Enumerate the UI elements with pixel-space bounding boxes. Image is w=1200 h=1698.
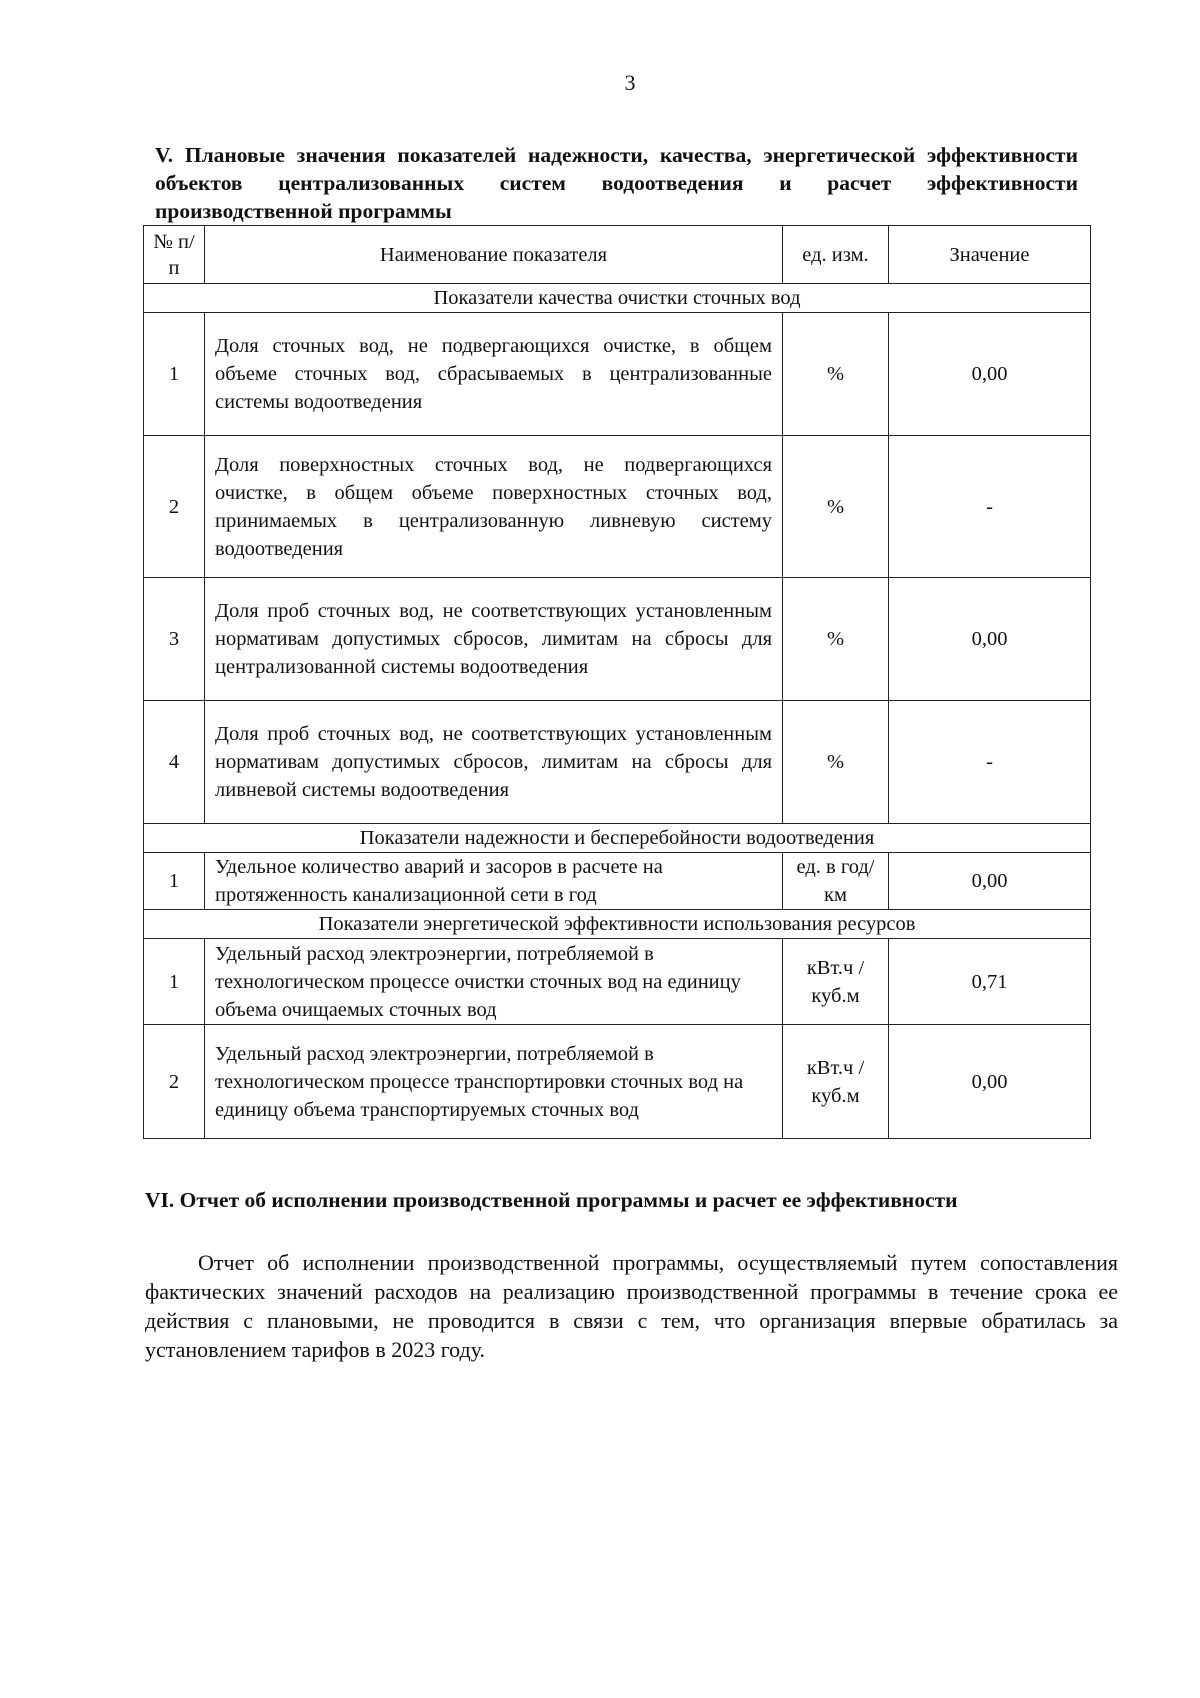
row-unit: кВт.ч / куб.м bbox=[783, 1025, 889, 1139]
table-row bbox=[144, 436, 1091, 578]
table-row bbox=[144, 853, 1091, 910]
table-row bbox=[144, 578, 1091, 701]
table-row bbox=[144, 1025, 1091, 1139]
group-row-reliability bbox=[144, 824, 1091, 853]
header-num: № п/п bbox=[144, 226, 205, 284]
row-num: 2 bbox=[144, 1025, 205, 1139]
row-name: Доля проб сточных вод, не соответствующих установленным нормативам допустимых сбросов, лимитам на сбросы для ливневой системы водоотведения bbox=[205, 701, 783, 824]
row-num: 3 bbox=[144, 578, 205, 701]
row-num: 2 bbox=[144, 436, 205, 578]
row-num: 1 bbox=[144, 939, 205, 1025]
row-value: 0,00 bbox=[889, 313, 1091, 436]
row-value: 0,00 bbox=[889, 1025, 1091, 1139]
row-name: Удельное количество аварий и засоров в расчете на протяженность канализационной сети в год bbox=[205, 853, 783, 910]
group-title: Показатели энергетической эффективности использования ресурсов bbox=[144, 910, 1091, 939]
group-title: Показатели качества очистки сточных вод bbox=[144, 284, 1091, 313]
row-unit: ед. в год/ км bbox=[783, 853, 889, 910]
row-unit: % bbox=[783, 578, 889, 701]
row-name: Доля проб сточных вод, не соответствующих установленным нормативам допустимых сбросов, лимитам на сбросы для централизованной системы водоотведения bbox=[205, 578, 783, 701]
row-unit: % bbox=[783, 701, 889, 824]
row-name: Доля поверхностных сточных вод, не подвергающихся очистке, в общем объеме поверхностных сточных вод, принимаемых в централизованную ливневую систему водоотведения bbox=[205, 436, 783, 578]
header-name: Наименование показателя bbox=[205, 226, 783, 284]
row-unit: кВт.ч / куб.м bbox=[783, 939, 889, 1025]
row-unit: % bbox=[783, 436, 889, 578]
group-row-quality bbox=[144, 284, 1091, 313]
row-value: - bbox=[889, 436, 1091, 578]
section-6-body: Отчет об исполнении производственной программы, осуществляемый путем сопоставления фактических значений расходов на реализацию производственной программы в течение срока ее действия с плановыми, не проводится в связи с тем, что организация впервые обратилась за установлением тарифов в 2023 году. bbox=[145, 1250, 1118, 1362]
row-value: 0,00 bbox=[889, 578, 1091, 701]
header-value: Значение bbox=[889, 226, 1091, 284]
row-value: - bbox=[889, 701, 1091, 824]
page-number: 3 bbox=[624, 70, 636, 95]
section-6-title: VI. Отчет об исполнении производственной программы и расчет ее эффективности bbox=[145, 1188, 958, 1212]
header-unit: ед. изм. bbox=[783, 226, 889, 284]
row-value: 0,00 bbox=[889, 853, 1091, 910]
row-name: Удельный расход электроэнергии, потребляемой в технологическом процессе очистки сточных вод на единицу объема очищаемых сточных вод bbox=[205, 939, 783, 1025]
table-row bbox=[144, 939, 1091, 1025]
table-header-row bbox=[144, 226, 1091, 284]
row-num: 1 bbox=[144, 313, 205, 436]
table-row bbox=[144, 701, 1091, 824]
row-value: 0,71 bbox=[889, 939, 1091, 1025]
row-num: 4 bbox=[144, 701, 205, 824]
indicators-table bbox=[143, 225, 1091, 1139]
row-name: Доля сточных вод, не подвергающихся очистке, в общем объеме сточных вод, сбрасываемых в централизованные системы водоотведения bbox=[205, 313, 783, 436]
row-num: 1 bbox=[144, 853, 205, 910]
row-unit: % bbox=[783, 313, 889, 436]
group-row-energy bbox=[144, 910, 1091, 939]
row-name: Удельный расход электроэнергии, потребляемой в технологическом процессе транспортировки сточных вод на единицу объема транспортируемых сточных вод bbox=[205, 1025, 783, 1139]
section-5-title: V. Плановые значения показателей надежности, качества, энергетической эффективности объектов централизованных систем водоотведения и расчет эффективности производственной программы bbox=[155, 143, 1078, 223]
table-row bbox=[144, 313, 1091, 436]
group-title: Показатели надежности и бесперебойности водоотведения bbox=[144, 824, 1091, 853]
